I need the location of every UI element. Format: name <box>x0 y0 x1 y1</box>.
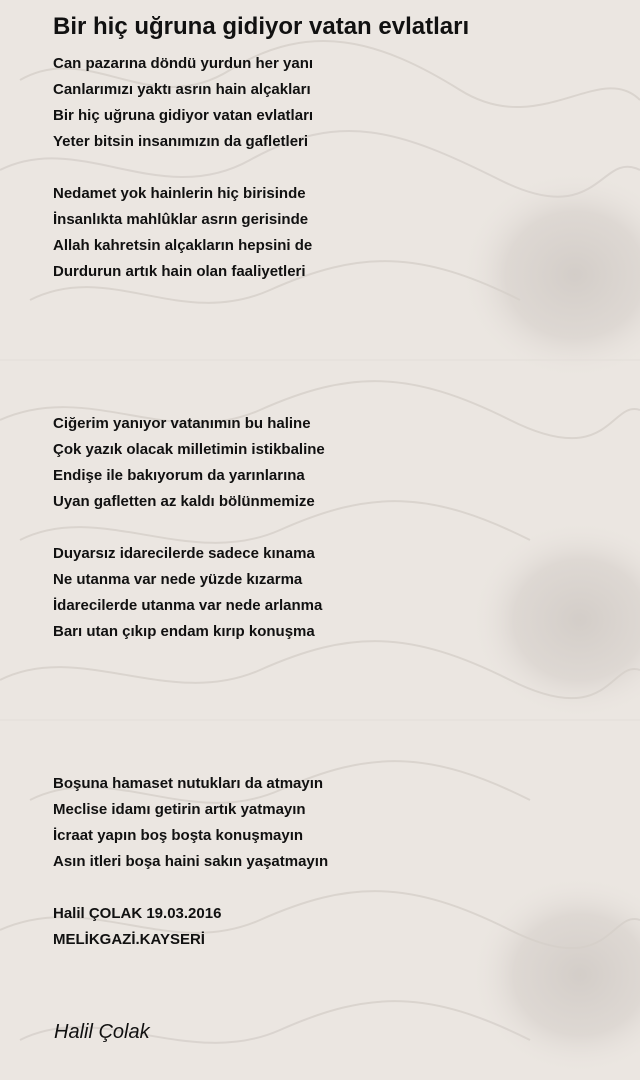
poem-line: Allah kahretsin alçakların hepsini de <box>53 237 313 254</box>
ink-blot <box>460 170 640 1075</box>
poem-line: Canlarımızı yaktı asrın hain alçakları <box>53 81 311 98</box>
poem-line: Nedamet yok hainlerin hiç birisinde <box>53 185 306 202</box>
location-line: MELİKGAZİ.KAYSERİ <box>53 931 205 948</box>
poem-line: Ciğerim yanıyor vatanımın bu haline <box>53 415 311 432</box>
poem-line: Uyan gafletten az kaldı bölünmemize <box>53 493 315 510</box>
poem-line: Bir hiç uğruna gidiyor vatan evlatları <box>53 107 314 124</box>
poem-line: Can pazarına döndü yurdun her yanı <box>53 55 314 72</box>
signature-block <box>53 901 221 953</box>
poem-line: Endişe ile bakıyorum da yarınlarına <box>53 467 305 484</box>
poem-line: Çok yazık olacak milletimin istikbaline <box>53 441 325 458</box>
stanza <box>53 771 328 875</box>
poem-line: Boşuna hamaset nutukları da atmayın <box>53 775 324 792</box>
poem-line: Asın itleri boşa haini sakın yaşatmayın <box>53 853 329 870</box>
stanza <box>53 541 322 645</box>
poem-line: Barı utan çıkıp endam kırıp konuşma <box>53 623 315 640</box>
stanza <box>53 51 313 155</box>
author-name: Halil Çolak <box>54 1021 150 1043</box>
poem-line: Durdurun artık hain olan faaliyetleri <box>53 263 306 280</box>
signature-line: Halil ÇOLAK 19.03.2016 <box>53 905 222 922</box>
poem-line: İdarecilerde utanma var nede arlanma <box>53 597 323 614</box>
poem-line: İcraat yapın boş boşta konuşmayın <box>53 827 304 844</box>
poem-line: Ne utanma var nede yüzde kızarma <box>53 571 303 588</box>
poem-line: Yeter bitsin insanımızın da gafletleri <box>53 133 309 150</box>
poem-line: Duyarsız idarecilerde sadece kınama <box>53 545 315 562</box>
poem-line: Meclise idamı getirin artık yatmayın <box>53 801 306 818</box>
poem-title: Bir hiç uğruna gidiyor vatan evlatları <box>53 13 470 40</box>
stanza <box>53 181 312 285</box>
poem-line: İnsanlıkta mahlûklar asrın gerisinde <box>53 211 309 228</box>
stanza <box>53 411 325 515</box>
